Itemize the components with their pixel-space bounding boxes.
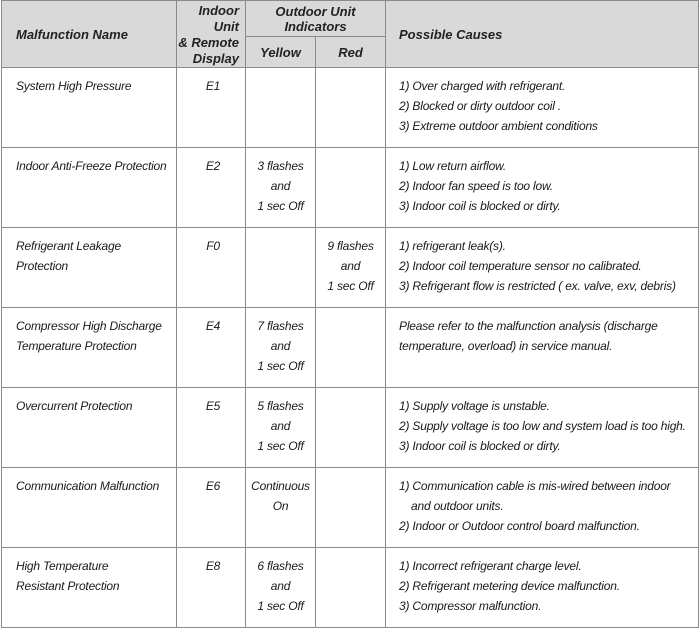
cell-line: High Temperature — [16, 559, 109, 573]
malfunction-rows — [2, 68, 699, 628]
cell-line: Temperature Protection — [16, 339, 137, 353]
cell-line: 3) Indoor coil is blocked or dirty. — [399, 439, 561, 453]
cell-line: 3) Refrigerant flow is restricted ( ex. valve, exv, debris) — [399, 279, 676, 293]
cell-line: System High Pressure — [16, 79, 132, 93]
cell-line: 2) Blocked or dirty outdoor coil . — [399, 99, 561, 113]
cell-line: 1) Low return airflow. — [399, 159, 506, 173]
cell-line: 2) Supply voltage is too low and system load is too high. — [399, 419, 686, 433]
table-row — [2, 468, 699, 548]
red-indicator-cell — [316, 308, 386, 388]
cell-line: 1 sec Off — [257, 439, 304, 453]
cell-line: 1) Communication cable is mis-wired between indoor — [399, 479, 671, 493]
cell-line: 1) Over charged with refrigerant. — [399, 79, 566, 93]
cell-line: Overcurrent Protection — [16, 399, 133, 413]
possible-causes-cell — [386, 468, 699, 548]
cell-line: and — [270, 579, 291, 593]
table-row — [2, 68, 699, 148]
cell-line: temperature, overload) in service manual. — [399, 339, 613, 353]
table-row — [2, 148, 699, 228]
cell-line: 3 flashes — [257, 159, 304, 173]
cell-line: Compressor High Discharge — [16, 319, 162, 333]
red-indicator-cell — [316, 468, 386, 548]
cell-line: 1 sec Off — [257, 199, 304, 213]
display-code-cell: E6 — [177, 468, 246, 548]
display-code-cell: E2 — [177, 148, 246, 228]
cell-line: Refrigerant Leakage Protection — [16, 239, 121, 273]
table-row — [2, 228, 699, 308]
red-indicator-cell — [316, 148, 386, 228]
cell-line: 7 flashes — [257, 319, 304, 333]
cell-line: On — [272, 499, 289, 513]
cell-line: and — [270, 339, 291, 353]
cell-line: and outdoor units. — [411, 499, 504, 513]
malfunction-name-cell — [2, 68, 177, 148]
yellow-indicator-cell — [246, 548, 316, 628]
red-indicator-cell — [316, 228, 386, 308]
table-row — [2, 548, 699, 628]
yellow-indicator-cell — [246, 148, 316, 228]
possible-causes-cell — [386, 148, 699, 228]
yellow-indicator-cell — [246, 228, 316, 308]
yellow-indicator-cell — [246, 308, 316, 388]
malfunction-name-cell — [2, 308, 177, 388]
red-indicator-cell — [316, 548, 386, 628]
header-outdoor-indicators: Outdoor Unit Indicators — [246, 1, 386, 37]
red-indicator-cell — [316, 388, 386, 468]
header-display-line: & Remote — [178, 35, 239, 50]
header-red: Red — [316, 37, 386, 68]
cell-line: Indoor Anti-Freeze Protection — [16, 159, 167, 173]
malfunction-name-cell — [2, 228, 177, 308]
malfunction-name-cell — [2, 148, 177, 228]
cell-line: Please refer to the malfunction analysis (discharge — [399, 319, 658, 333]
yellow-indicator-cell — [246, 68, 316, 148]
cell-line: Continuous — [251, 479, 310, 493]
possible-causes-cell — [386, 308, 699, 388]
header-indoor-display — [177, 1, 246, 68]
yellow-indicator-cell — [246, 468, 316, 548]
display-code-cell: E5 — [177, 388, 246, 468]
cell-line: 2) Refrigerant metering device malfunction. — [399, 579, 620, 593]
malfunction-table — [1, 0, 699, 628]
cell-line: 1 sec Off — [327, 279, 374, 293]
header-display-line: Indoor Unit — [198, 3, 239, 34]
cell-line: and — [340, 259, 361, 273]
cell-line: 1) Supply voltage is unstable. — [399, 399, 550, 413]
malfunction-name-cell — [2, 388, 177, 468]
cell-line: 5 flashes — [257, 399, 304, 413]
possible-causes-cell — [386, 388, 699, 468]
cell-line: and — [270, 179, 291, 193]
cell-line: 1 sec Off — [257, 599, 304, 613]
table-row — [2, 308, 699, 388]
display-code-cell: E8 — [177, 548, 246, 628]
header-display-line: Display — [192, 51, 239, 66]
display-code-cell: E4 — [177, 308, 246, 388]
header-malfunction-name: Malfunction Name — [2, 1, 177, 68]
red-indicator-cell — [316, 68, 386, 148]
display-code-cell: F0 — [177, 228, 246, 308]
cell-line: 6 flashes — [257, 559, 304, 573]
cell-line: 3) Compressor malfunction. — [399, 599, 542, 613]
cell-line: 2) Indoor fan speed is too low. — [399, 179, 553, 193]
cell-line: Communication Malfunction — [16, 479, 160, 493]
malfunction-name-cell — [2, 548, 177, 628]
cell-line: 2) Indoor coil temperature sensor no calibrated. — [399, 259, 642, 273]
header-possible-causes: Possible Causes — [386, 1, 699, 68]
yellow-indicator-cell — [246, 388, 316, 468]
display-code-cell: E1 — [177, 68, 246, 148]
possible-causes-cell — [386, 228, 699, 308]
malfunction-name-cell — [2, 468, 177, 548]
cell-line: 1) refrigerant leak(s). — [399, 239, 506, 253]
cell-line: 3) Extreme outdoor ambient conditions — [399, 119, 598, 133]
cell-line: 3) Indoor coil is blocked or dirty. — [399, 199, 561, 213]
cell-line: Resistant Protection — [16, 579, 120, 593]
cell-line: and — [270, 419, 291, 433]
table-row — [2, 388, 699, 468]
cell-line: 9 flashes — [327, 239, 374, 253]
cell-line: 2) Indoor or Outdoor control board malfunction. — [399, 519, 640, 533]
possible-causes-cell — [386, 68, 699, 148]
cell-line: 1 sec Off — [257, 359, 304, 373]
header-yellow: Yellow — [246, 37, 316, 68]
possible-causes-cell — [386, 548, 699, 628]
cell-line: 1) Incorrect refrigerant charge level. — [399, 559, 582, 573]
